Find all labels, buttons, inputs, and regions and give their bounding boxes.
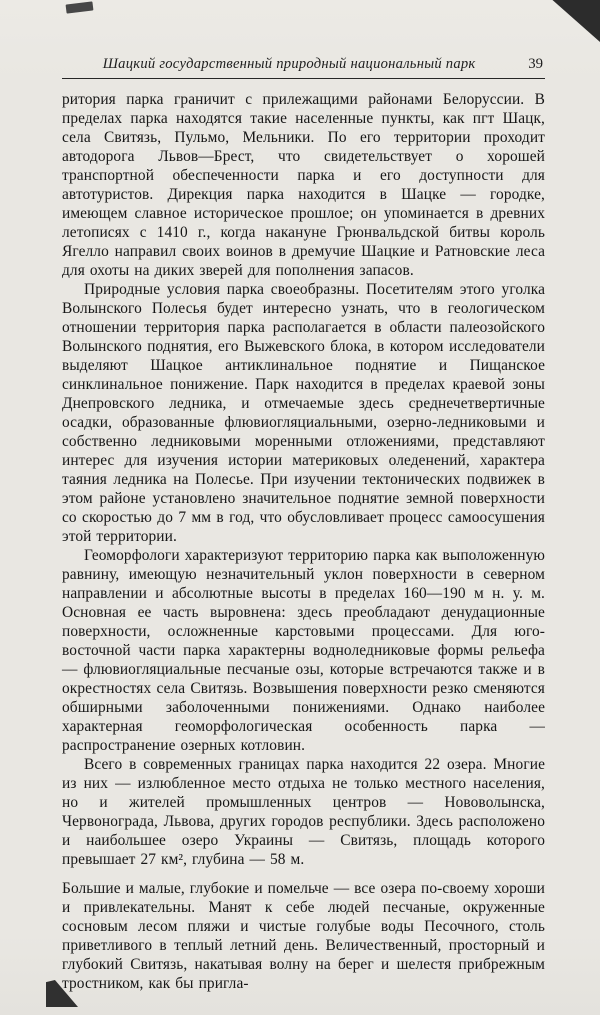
scan-artifact-top-right — [546, 0, 600, 42]
running-title: Шацкий государственный природный национальный парк — [102, 56, 476, 72]
paragraph-natural-conditions: Природные условия парка своеобразны. Посетителям этого уголка Волынского Полесья будет интересно узнать, что в геологическом отношении территория парка располагается в области палеозойского Волынского поднятия, его Выжевского блока, в котором исследователи выделяют Шацкое антиклинальное поднятие и Пищанское синклинальное понижение. Парк находится в пределах краевой зоны Днепровского ледника, и отмечаемые здесь среднечетвертичные осадки, образованные флювиогляциальными, озерно-ледниковыми и собственно ледниковыми моренными отложениями, представляют интерес для изучения истории материковых оледенений, характера таяния ледника на Полесье. При изучении тектонических подвижек в этом районе установлено значительное поднятие земной поверхности со скоростью до 7 мм в год, что обусловливает процесс самоосушения этой территории. — [62, 281, 545, 545]
paragraph-lakes-count: Всего в современных границах парка находится 22 озера. Многие из них — излюбленное место отдыха не только местного населения, но и жителей промышленных центров — Нововолынска, Червонограда, Львова, других городов республики. Здесь расположено и наибольшее озеро Украины — Свитязь, площадь которого превышает 27 км², глубина — 58 м. — [62, 756, 545, 868]
paragraph-lakes-description: Большие и малые, глубокие и помельче — все озера по-своему хороши и привлекательны. Манят к себе людей песчаные, окруженные сосновым лесом пляжи и чистые голубые воды Песочного, столь приветливого в теплый летний день. Величественный, просторный и глубокий Свитязь, накатывая волну на берег и шелестя прибрежным тростником, как бы пригла- — [62, 880, 545, 992]
scan-artifact-top-left — [66, 1, 94, 13]
page-body — [62, 90, 545, 993]
page-number: 39 — [528, 56, 543, 72]
paragraph-geomorphology: Геоморфологи характеризуют территорию парка как выположенную равнину, имеющую незначительный уклон поверхности в северном направлении и абсолютные высоты в пределах 160—190 м н. у. м. Основная ее часть выровнена: здесь преобладают денудационные поверхности, осложненные карстовыми процессами. Для юго-восточной части парка характерны водноледниковые формы рельефа — флювиогляциальные песчаные озы, которые встречаются также и в окрестностях села Свитязь. Возвышения поверхности резко сменяются обширными заболоченными понижениями. Однако наиболее характерная геоморфологическая особенность парка — распространение озерных котловин. — [62, 547, 545, 754]
paragraph-continuation: ритория парка граничит с прилежащими районами Белоруссии. В пределах парка находятся такие населенные пункты, как пгт Шацк, села Свитязь, Пульмо, Мельники. По его территории проходит автодорога Львов—Брест, что свидетельствует о хорошей транспортной обеспеченности парка и его доступности для автотуристов. Дирекция парка находится в Шацке — городке, имеющем славное историческое прошлое; он упоминается в древних летописях с 1410 г., когда накануне Грюнвальдской битвы король Ягелло направил своих воинов в дремучие Шацкие и Ратновские леса для охоты на диких зверей для пополнения запасов. — [62, 91, 545, 279]
running-header — [62, 56, 545, 79]
